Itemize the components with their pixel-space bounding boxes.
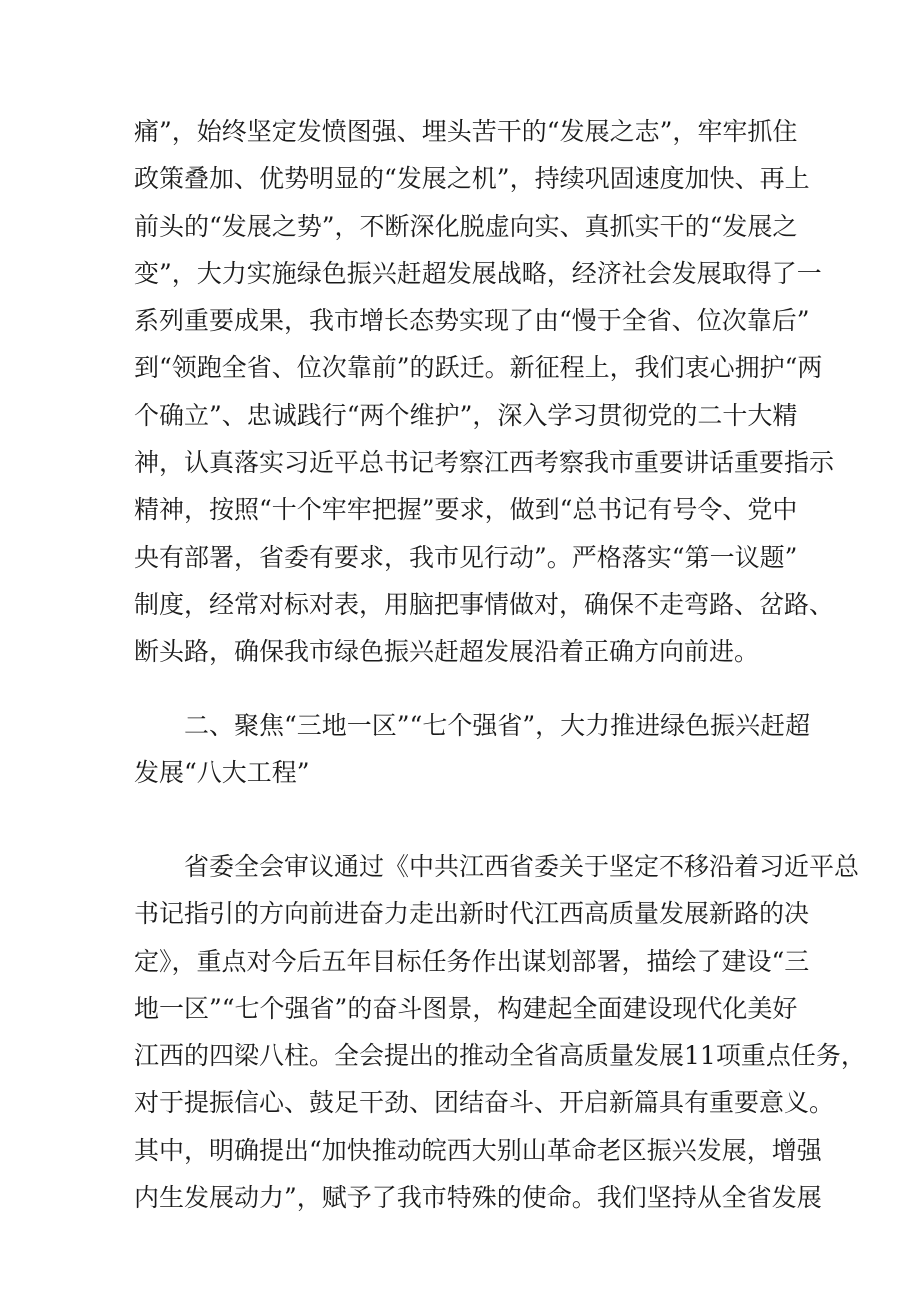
section-heading: [134, 702, 811, 797]
paragraph-line: 前头的“发展之势”，不断深化脱虚向实、真抓实干的“发展之: [134, 211, 798, 241]
paragraph-line: 地一区”“七个强省”的奋斗图景，构建起全面建设现代化美好: [134, 993, 798, 1023]
paragraph-line: 神，认真落实习近平总书记考察江西考察我市重要讲话重要指示: [134, 448, 835, 478]
paragraph-line: 对于提振信心、鼓足干劲、团结奋斗、开启新篇具有重要意义。: [134, 1088, 835, 1118]
heading-line: 发展“八大工程”: [134, 758, 310, 788]
paragraph-line: 定》，重点对今后五年目标任务作出谋划部署，描绘了建设“三: [134, 946, 810, 976]
paragraph-line: 书记指引的方向前进奋力走出新时代江西高质量发展新路的决: [134, 899, 810, 929]
paragraph-line: 内生发展动力”，赋予了我市特殊的使命。我们坚持从全省发展: [134, 1183, 822, 1213]
paragraph-line: 个确立”、忠诚践行“两个维护”，深入学习贯彻党的二十大精: [134, 400, 798, 430]
paragraph-line: 制度，经常对标对表，用脑把事情做对，确保不走弯路、岔路、: [134, 589, 835, 619]
paragraph-line: 痛”，始终坚定发愤图强、埋头苦干的“发展之志”，牢牢抓住: [134, 117, 798, 146]
paragraph-line: 其中，明确提出“加快推动皖西大别山革命老区振兴发展，增强: [134, 1135, 822, 1165]
paragraph-line: 断头路，确保我市绿色振兴赶超发展沿着正确方向前进。: [134, 637, 760, 667]
paragraph-line: 政策叠加、优势明显的“发展之机”，持续巩固速度加快、再上: [134, 164, 810, 194]
heading-line: 二、聚焦“三地一区”“七个强省”，大力推进绿色振兴赶超: [184, 711, 811, 740]
paragraph-line: 精神，按照“十个牢牢把握”要求，做到“总书记有号令、党中: [134, 495, 798, 525]
paragraph: [134, 843, 866, 1221]
paragraph-line: 变”，大力实施绿色振兴赶超发展战略，经济社会发展取得了一: [134, 258, 822, 288]
paragraph-line: 系列重要成果，我市增长态势实现了由“慢于全省、位次靠后”: [134, 306, 810, 336]
paragraph-line: 到“领跑全省、位次靠前”的跃迁。新征程上，我们衷心拥护“两: [134, 353, 823, 383]
paragraph-line: 江西的四梁八柱。全会提出的推动全省高质量发展11项重点任务，: [134, 1041, 866, 1071]
paragraph-continuation: [134, 108, 835, 676]
paragraph-line: 省委全会审议通过《中共江西省委关于坚定不移沿着习近平总: [184, 852, 860, 881]
paragraph-line: 央有部署，省委有要求，我市见行动”。严格落实“第一议题”: [134, 542, 798, 572]
